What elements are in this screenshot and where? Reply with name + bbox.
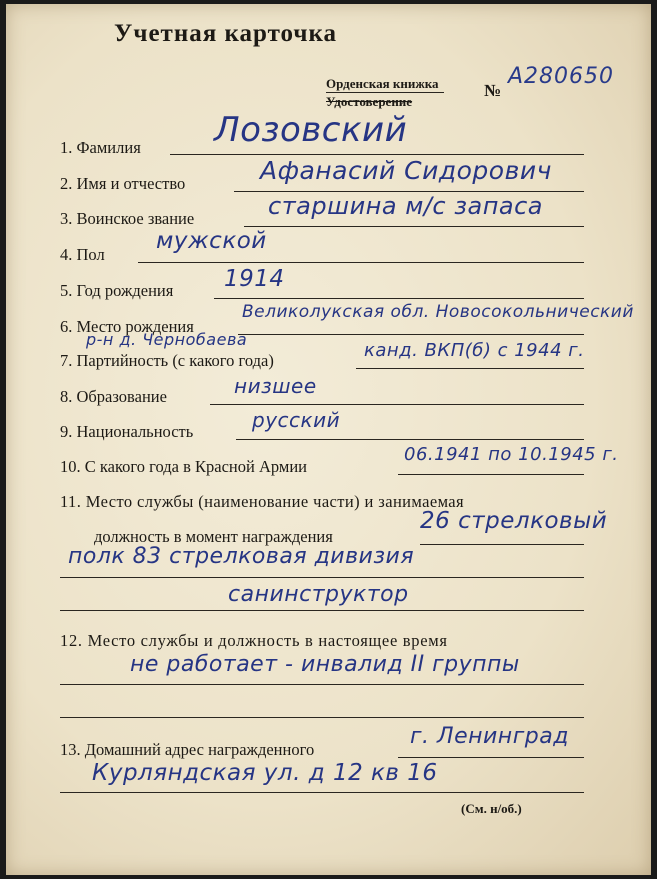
field-11-value-continued-2: санинструктор bbox=[228, 582, 409, 607]
field-7-value: канд. ВКП(б) с 1944 г. bbox=[364, 340, 585, 361]
field-11-value: 26 стрелковый bbox=[420, 508, 608, 534]
field-11-line-3 bbox=[60, 610, 584, 611]
field-4-line bbox=[138, 262, 584, 263]
field-6-line bbox=[238, 334, 584, 335]
field-13-label: 13. Домашний адрес награжденного bbox=[60, 740, 315, 759]
field-10-value: 06.1941 по 10.1945 г. bbox=[404, 444, 619, 465]
field-11-line-1 bbox=[420, 544, 584, 545]
field-8-label: 8. Образование bbox=[60, 387, 167, 406]
field-2-label: 2. Имя и отчество bbox=[60, 174, 186, 193]
field-4-value: мужской bbox=[156, 228, 267, 254]
field-13-line-2 bbox=[60, 792, 584, 793]
field-13-line-1 bbox=[398, 757, 584, 758]
field-13-value: г. Ленинград bbox=[410, 724, 569, 749]
field-8-line bbox=[210, 404, 584, 405]
field-6-value: Великолукская обл. Новосокольнический bbox=[242, 302, 634, 322]
field-9-value: русский bbox=[252, 408, 341, 432]
certificate-label-struck: Удостоверение bbox=[326, 94, 413, 109]
field-11-label-continued: должность в момент награждения bbox=[94, 527, 333, 546]
field-13-value-continued: Курляндская ул. д 12 кв 16 bbox=[92, 760, 438, 786]
field-12-line-1 bbox=[60, 684, 584, 685]
field-7-line bbox=[356, 368, 584, 369]
order-book-number: А280650 bbox=[508, 64, 615, 89]
field-4-label: 4. Пол bbox=[60, 245, 105, 264]
field-3-value: старшина м/с запаса bbox=[268, 192, 543, 220]
field-9-label: 9. Национальность bbox=[60, 422, 194, 441]
field-1-label: 1. Фамилия bbox=[60, 138, 141, 157]
see-reverse-note: (См. н/об.) bbox=[461, 801, 522, 816]
field-11-line-2 bbox=[60, 577, 584, 578]
card-title: Учетная карточка bbox=[114, 20, 338, 47]
field-1-line bbox=[170, 154, 584, 155]
field-5-label: 5. Год рождения bbox=[60, 281, 174, 300]
field-6-label: 6. Место рождения bbox=[60, 317, 194, 336]
field-12-value: не работает - инвалид II группы bbox=[130, 652, 520, 677]
field-3-label: 3. Воинское звание bbox=[60, 209, 195, 228]
field-9-line bbox=[236, 439, 584, 440]
award-record-card bbox=[6, 4, 651, 875]
field-7-label: 7. Партийность (с какого года) bbox=[60, 351, 274, 370]
field-11-value-continued: полк 83 стрелковая дивизия bbox=[68, 544, 415, 569]
document-type-divider bbox=[326, 92, 444, 93]
field-8-value: низшее bbox=[234, 374, 317, 398]
field-10-line bbox=[398, 474, 584, 475]
field-3-line bbox=[244, 226, 584, 227]
field-5-line bbox=[214, 298, 584, 299]
field-10-label: 10. С какого года в Красной Армии bbox=[60, 457, 307, 476]
field-5-value: 1914 bbox=[224, 266, 285, 292]
number-sign: № bbox=[484, 81, 502, 100]
field-1-value: Лозовский bbox=[214, 110, 408, 150]
field-12-line-2 bbox=[60, 717, 584, 718]
order-book-label: Орденская книжка bbox=[326, 76, 439, 91]
field-11-label: 11. Место службы (наименование части) и занимаемая bbox=[60, 492, 465, 511]
field-2-value: Афанасий Сидорович bbox=[260, 156, 552, 185]
field-6-value-continued: р-н д. Чернобаева bbox=[86, 330, 248, 349]
field-12-label: 12. Место службы и должность в настоящее время bbox=[60, 631, 448, 650]
